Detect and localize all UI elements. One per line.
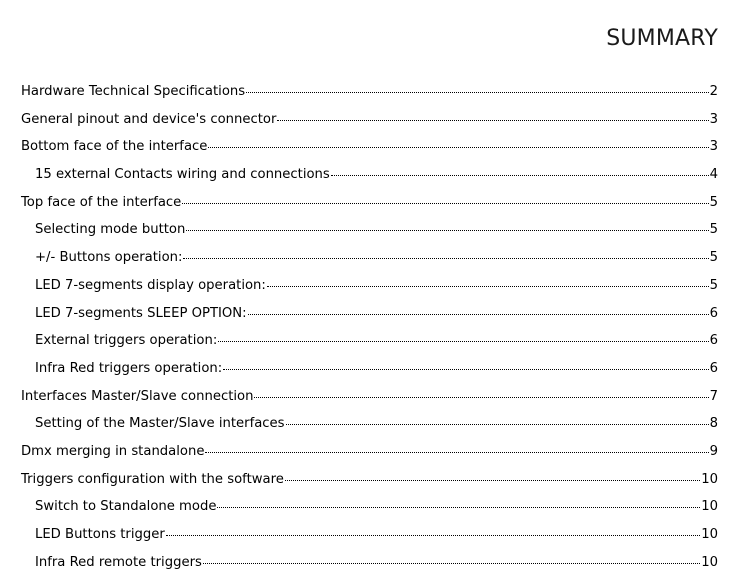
toc-entry[interactable] bbox=[21, 472, 718, 500]
toc-entry[interactable] bbox=[21, 389, 718, 417]
toc-entry-page: 2 bbox=[709, 84, 718, 99]
toc-dot-leader bbox=[267, 286, 709, 287]
toc-entry-page: 5 bbox=[709, 194, 718, 210]
toc-dot-leader bbox=[186, 230, 708, 231]
toc-dot-leader bbox=[285, 480, 700, 481]
toc-subentry[interactable] bbox=[21, 167, 718, 195]
table-of-contents bbox=[21, 84, 718, 582]
toc-dot-leader bbox=[208, 147, 708, 148]
toc-entry[interactable] bbox=[21, 139, 718, 167]
toc-entry-text: Interfaces Master/Slave connection bbox=[21, 388, 254, 404]
page-title: SUMMARY bbox=[606, 26, 718, 51]
toc-entry-text: Infra Red triggers operation: bbox=[35, 360, 223, 376]
toc-subentry[interactable] bbox=[21, 361, 718, 389]
toc-entry-text: External triggers operation: bbox=[35, 333, 218, 349]
toc-dot-leader bbox=[277, 120, 708, 121]
toc-entry-page: 10 bbox=[701, 554, 718, 570]
toc-subentry[interactable] bbox=[21, 222, 718, 250]
toc-entry-page: 6 bbox=[709, 333, 718, 349]
toc-entry-text: LED Buttons trigger bbox=[35, 527, 165, 542]
toc-entry-page: 4 bbox=[709, 167, 718, 183]
toc-dot-leader bbox=[331, 175, 709, 176]
toc-dot-leader bbox=[246, 92, 708, 93]
toc-dot-leader bbox=[166, 535, 700, 536]
toc-subentry[interactable] bbox=[21, 250, 718, 278]
toc-entry-page: 5 bbox=[709, 250, 718, 266]
toc-entry[interactable] bbox=[21, 112, 718, 140]
toc-entry-text: LED 7-segments SLEEP OPTION: bbox=[35, 305, 247, 321]
toc-entry-text: Dmx merging in standalone bbox=[21, 443, 205, 459]
toc-entry-page: 8 bbox=[709, 416, 718, 432]
toc-dot-leader bbox=[217, 507, 700, 508]
toc-entry-page: 3 bbox=[709, 111, 718, 127]
toc-dot-leader bbox=[218, 341, 708, 342]
toc-subentry[interactable] bbox=[21, 306, 718, 334]
toc-subentry[interactable] bbox=[21, 527, 718, 555]
toc-dot-leader bbox=[223, 369, 708, 370]
toc-entry-text: Selecting mode button bbox=[35, 222, 186, 238]
toc-entry-text: Switch to Standalone mode bbox=[35, 499, 217, 515]
toc-subentry[interactable] bbox=[21, 499, 718, 527]
toc-entry-text: Triggers configuration with the software bbox=[21, 471, 284, 487]
toc-dot-leader bbox=[182, 203, 708, 204]
toc-entry[interactable] bbox=[21, 444, 718, 472]
toc-entry-text: General pinout and device's connector bbox=[21, 111, 277, 127]
toc-subentry[interactable] bbox=[21, 555, 718, 582]
toc-entry-page: 5 bbox=[709, 277, 718, 293]
toc-entry-text: +/- Buttons operation: bbox=[35, 250, 183, 266]
toc-dot-leader bbox=[203, 563, 700, 564]
toc-dot-leader bbox=[205, 452, 708, 453]
toc-entry-page: 3 bbox=[709, 139, 718, 155]
toc-entry-text: Infra Red remote triggers bbox=[35, 554, 202, 570]
toc-entry-page: 6 bbox=[709, 360, 718, 376]
toc-dot-leader bbox=[248, 314, 709, 315]
toc-entry-text: LED 7-segments display operation: bbox=[35, 277, 266, 293]
toc-entry-page: 9 bbox=[709, 443, 718, 459]
toc-entry-text: Bottom face of the interface bbox=[21, 139, 208, 155]
toc-entry-text: Setting of the Master/Slave interfaces bbox=[35, 416, 285, 432]
toc-subentry[interactable] bbox=[21, 278, 718, 306]
toc-dot-leader bbox=[183, 258, 708, 259]
toc-entry-page: 10 bbox=[701, 471, 718, 487]
toc-entry-text: Top face of the interface bbox=[21, 194, 182, 210]
toc-entry-text: Hardware Technical Specifications bbox=[21, 84, 246, 99]
toc-entry-page: 7 bbox=[709, 388, 718, 404]
toc-entry-page: 10 bbox=[701, 499, 718, 515]
toc-entry[interactable] bbox=[21, 84, 718, 112]
toc-subentry[interactable] bbox=[21, 333, 718, 361]
toc-entry-page: 6 bbox=[709, 305, 718, 321]
toc-entry-page: 10 bbox=[701, 527, 718, 542]
toc-dot-leader bbox=[286, 424, 709, 425]
toc-entry-page: 5 bbox=[709, 222, 718, 238]
toc-entry-text: 15 external Contacts wiring and connections bbox=[35, 167, 330, 183]
toc-subentry[interactable] bbox=[21, 416, 718, 444]
toc-dot-leader bbox=[254, 397, 708, 398]
toc-entry[interactable] bbox=[21, 195, 718, 223]
